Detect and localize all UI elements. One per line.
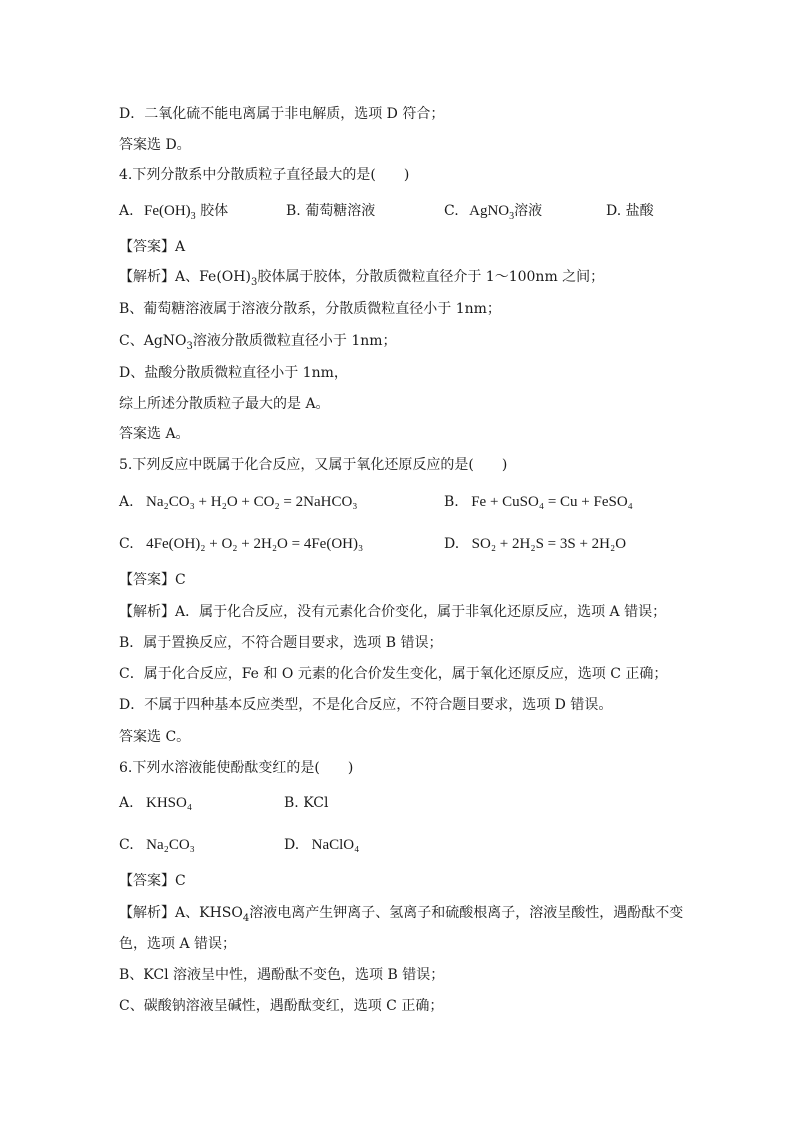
q5-option-d	[444, 535, 626, 553]
q4-analysis-d: D、盐酸分散质微粒直径小于 1nm，	[119, 365, 348, 381]
q4-option-c	[444, 202, 542, 226]
q6-option-c-formula: Na₂CO₃	[146, 837, 195, 853]
q4-option-d: D. 盐酸	[606, 203, 654, 219]
q5-option-b-label: B.	[444, 494, 459, 510]
q4-option-c-formula	[469, 203, 515, 222]
q6-analysis-a-sub: 4	[242, 913, 250, 924]
q4-answer: 【答案】A	[119, 239, 186, 255]
q6-option-b: B. KCl	[284, 795, 329, 811]
q4-option-a	[119, 202, 228, 226]
q6-answer: 【答案】C	[119, 873, 186, 889]
q6-option-c-label: C.	[119, 837, 134, 853]
q4-option-b: B. 葡萄糖溶液	[286, 203, 376, 219]
q4-analysis-c-pre: C、AgNO	[119, 333, 187, 349]
q4-analysis-a-pre: 【解析】A、Fe(OH)	[119, 269, 251, 285]
q5-option-a-label: A.	[119, 494, 134, 510]
q6-option-d-label: D.	[284, 837, 300, 853]
q4-option-a-formula-sub: 3	[190, 211, 196, 222]
q4-option-c-text: 溶液	[514, 203, 543, 219]
q4-analysis-a-post: 胶体属于胶体，分散质微粒直径介于 1～100nm 之间；	[257, 269, 605, 285]
q5-option-a	[119, 493, 358, 511]
q4-option-c-formula-sub: 3	[509, 211, 515, 222]
q6-option-a-formula: KHSO₄	[146, 795, 193, 811]
q5-analysis-b: B．属于置换反应，不符合题目要求，选项 B 错误；	[119, 635, 443, 651]
q4-analysis-c-sub: 3	[186, 341, 193, 352]
q4-option-c-label: C.	[444, 203, 459, 219]
q6-analysis-a-post: 溶液电离产生钾离子、氢离子和硫酸根离子，溶液呈酸性，遇酚酞不变	[249, 905, 684, 921]
q6-stem: 6.下列水溶液能使酚酞变红的是( )	[119, 760, 354, 776]
q6-analysis-a-pre: 【解析】A、KHSO	[119, 905, 243, 921]
q4-analysis-a-sub: 3	[250, 277, 258, 288]
q6-analysis-b: B、KCl 溶液呈中性，遇酚酞不变色，选项 B 错误；	[119, 967, 445, 983]
q6-analysis-a	[119, 904, 683, 928]
q6-option-d	[284, 836, 359, 854]
q5-answer-line: 答案选 C。	[119, 729, 191, 745]
q4-option-a-label: A.	[119, 203, 134, 219]
q5-analysis-d: D．不属于四种基本反应类型，不是化合反应，不符合题目要求，选项 D 错误。	[119, 697, 613, 713]
q5-option-c	[119, 535, 363, 553]
q5-option-d-label: D.	[444, 536, 460, 552]
q6-option-a	[119, 794, 192, 812]
q4-option-c-formula-main: AgNO	[469, 203, 510, 219]
q5-option-c-formula: 4Fe(OH)₂ + O₂ + 2H₂O = 4Fe(OH)₃	[146, 536, 364, 552]
q5-option-b-formula: Fe + CuSO₄ = Cu + FeSO₄	[471, 494, 633, 510]
q6-option-a-label: A.	[119, 795, 134, 811]
q4-answer-line: 答案选 A。	[119, 426, 190, 442]
q5-option-a-formula: Na₂CO₃ + H₂O + CO₂ = 2NaHCO₃	[146, 494, 358, 510]
q6-analysis-c: C、碳酸钠溶液呈碱性，遇酚酞变红，选项 C 正确；	[119, 998, 444, 1014]
q6-analysis-a-continued: 色，选项 A 错误；	[119, 936, 237, 952]
q4-analysis-c-post: 溶液分散质微粒直径小于 1nm；	[192, 333, 397, 349]
q4-analysis-summary: 综上所述分散质粒子最大的是 A。	[119, 396, 330, 412]
q5-answer: 【答案】C	[119, 572, 186, 588]
q6-option-c	[119, 836, 195, 854]
q4-analysis-a	[119, 268, 604, 292]
q4-stem: 4.下列分散系中分散质粒子直径最大的是( )	[119, 167, 410, 183]
q4-analysis-c	[119, 332, 397, 356]
q4-analysis-b: B、葡萄糖溶液属于溶液分散系，分散质微粒直径小于 1nm；	[119, 301, 501, 317]
q5-option-d-formula: SO₂ + 2H₂S = 3S + 2H₂O	[471, 536, 627, 552]
q3-option-d-analysis: D．二氧化硫不能电离属于非电解质，选项 D 符合；	[119, 106, 445, 122]
q5-option-b	[444, 493, 633, 511]
q5-option-c-label: C.	[119, 536, 134, 552]
q5-stem: 5.下列反应中既属于化合反应，又属于氧化还原反应的是( )	[119, 457, 508, 473]
q4-option-a-formula-main: Fe(OH)	[144, 203, 191, 219]
q5-analysis-c: C．属于化合反应，Fe 和 O 元素的化合价发生变化，属于氧化还原反应，选项 C 正确；	[119, 666, 668, 682]
q3-answer-line: 答案选 D。	[119, 137, 191, 153]
q4-option-a-text: 胶体	[200, 203, 229, 219]
q4-option-a-formula	[144, 203, 196, 222]
q5-analysis-a: 【解析】A．属于化合反应，没有元素化合价变化，属于非氧化还原反应，选项 A 错误；	[119, 604, 667, 620]
q6-option-d-formula: NaClO₄	[311, 837, 360, 853]
